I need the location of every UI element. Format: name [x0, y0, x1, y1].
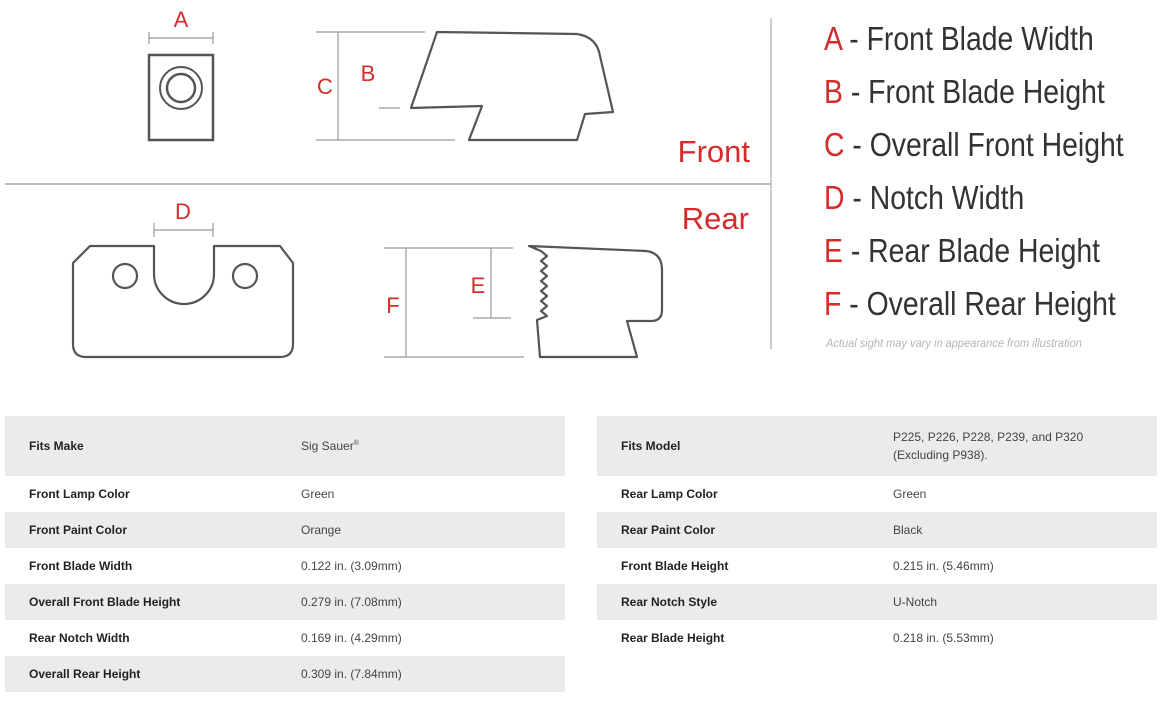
- spec-label: Fits Make: [5, 416, 277, 476]
- spec-label: Overall Rear Height: [5, 656, 277, 692]
- table-row: [597, 476, 1157, 512]
- spec-value: 0.169 in. (4.29mm): [277, 620, 565, 656]
- spec-label: Rear Notch Width: [5, 620, 277, 656]
- legend-letter: E: [824, 232, 843, 269]
- illustration-disclaimer: Actual sight may vary in appearance from illustration: [826, 336, 1082, 350]
- sight-dimension-diagram: [0, 0, 780, 380]
- dimension-f: [384, 248, 524, 357]
- dim-label-a: A: [173, 7, 189, 32]
- spec-label: Rear Notch Style: [597, 584, 869, 620]
- spec-label: Rear Blade Height: [597, 620, 869, 656]
- legend-text: - Overall Rear Height: [841, 285, 1116, 322]
- spec-value: 0.218 in. (5.53mm): [869, 620, 1157, 656]
- table-row: [5, 416, 565, 476]
- legend-text: - Overall Front Height: [844, 126, 1124, 163]
- spec-label: Rear Lamp Color: [597, 476, 869, 512]
- table-row: [597, 416, 1157, 476]
- dimension-d: [154, 223, 213, 237]
- legend-item-f: [824, 277, 1124, 330]
- dim-label-d: D: [175, 199, 191, 224]
- legend-letter: C: [824, 126, 845, 163]
- legend-item-c: [824, 118, 1124, 171]
- dimension-c: [316, 32, 455, 140]
- spec-value: U-Notch: [869, 584, 1157, 620]
- legend-text: - Rear Blade Height: [842, 232, 1101, 269]
- spec-label: Front Blade Width: [5, 548, 277, 584]
- dim-label-e: E: [470, 273, 486, 298]
- legend-item-b: [824, 65, 1124, 118]
- legend-letter: F: [824, 285, 842, 322]
- spec-value: 0.279 in. (7.08mm): [277, 584, 565, 620]
- spec-value: [869, 416, 1157, 476]
- legend-item-a: [824, 12, 1124, 65]
- table-row: [597, 512, 1157, 548]
- spec-label: Fits Model: [597, 416, 869, 476]
- legend-letter: D: [824, 179, 845, 216]
- table-row: [5, 476, 565, 512]
- legend-item-e: [824, 224, 1124, 277]
- spec-value: Green: [869, 476, 1157, 512]
- spec-label: Front Paint Color: [5, 512, 277, 548]
- spec-label: Overall Front Blade Height: [5, 584, 277, 620]
- section-label-front: Front: [677, 134, 750, 169]
- spec-value: 0.122 in. (3.09mm): [277, 548, 565, 584]
- dimension-a: [149, 32, 213, 44]
- legend-item-d: [824, 171, 1124, 224]
- spec-value: 0.215 in. (5.46mm): [869, 548, 1157, 584]
- specs-table-left: [5, 416, 565, 692]
- legend-text: - Notch Width: [844, 179, 1025, 216]
- spec-label: Front Lamp Color: [5, 476, 277, 512]
- spec-value-text: Sig Sauer: [301, 439, 354, 453]
- rear-sight-side-view: [529, 246, 662, 357]
- legend-text: - Front Blade Width: [841, 20, 1094, 57]
- rear-sight-end-view: [73, 246, 293, 357]
- legend-letter: A: [824, 20, 842, 57]
- table-row: [597, 584, 1157, 620]
- spec-value: [277, 416, 565, 476]
- section-label-rear: Rear: [681, 201, 749, 236]
- table-row: [5, 620, 565, 656]
- legend-text: - Front Blade Height: [842, 73, 1105, 110]
- registered-mark: ®: [353, 440, 359, 447]
- spec-value: Black: [869, 512, 1157, 548]
- dim-label-f: F: [386, 293, 400, 318]
- table-row: [5, 548, 565, 584]
- spec-label: Rear Paint Color: [597, 512, 869, 548]
- dim-label-c: C: [317, 74, 333, 99]
- spec-value: Orange: [277, 512, 565, 548]
- table-row: [597, 620, 1157, 656]
- spec-value: Green: [277, 476, 565, 512]
- table-row: [597, 548, 1157, 584]
- table-row: [5, 584, 565, 620]
- spec-value-text: P225, P226, P228, P239, and P320 (Excluding P938).: [893, 430, 1084, 462]
- specs-table-right: [597, 416, 1157, 656]
- spec-value: 0.309 in. (7.84mm): [277, 656, 565, 692]
- table-row: [5, 512, 565, 548]
- spec-label: Front Blade Height: [597, 548, 869, 584]
- dimension-legend: [824, 12, 1164, 330]
- front-sight-side-view: [411, 32, 613, 140]
- legend-letter: B: [824, 73, 843, 110]
- front-sight-end-view: [149, 55, 213, 140]
- dim-label-b: B: [360, 61, 376, 86]
- table-row: [5, 656, 565, 692]
